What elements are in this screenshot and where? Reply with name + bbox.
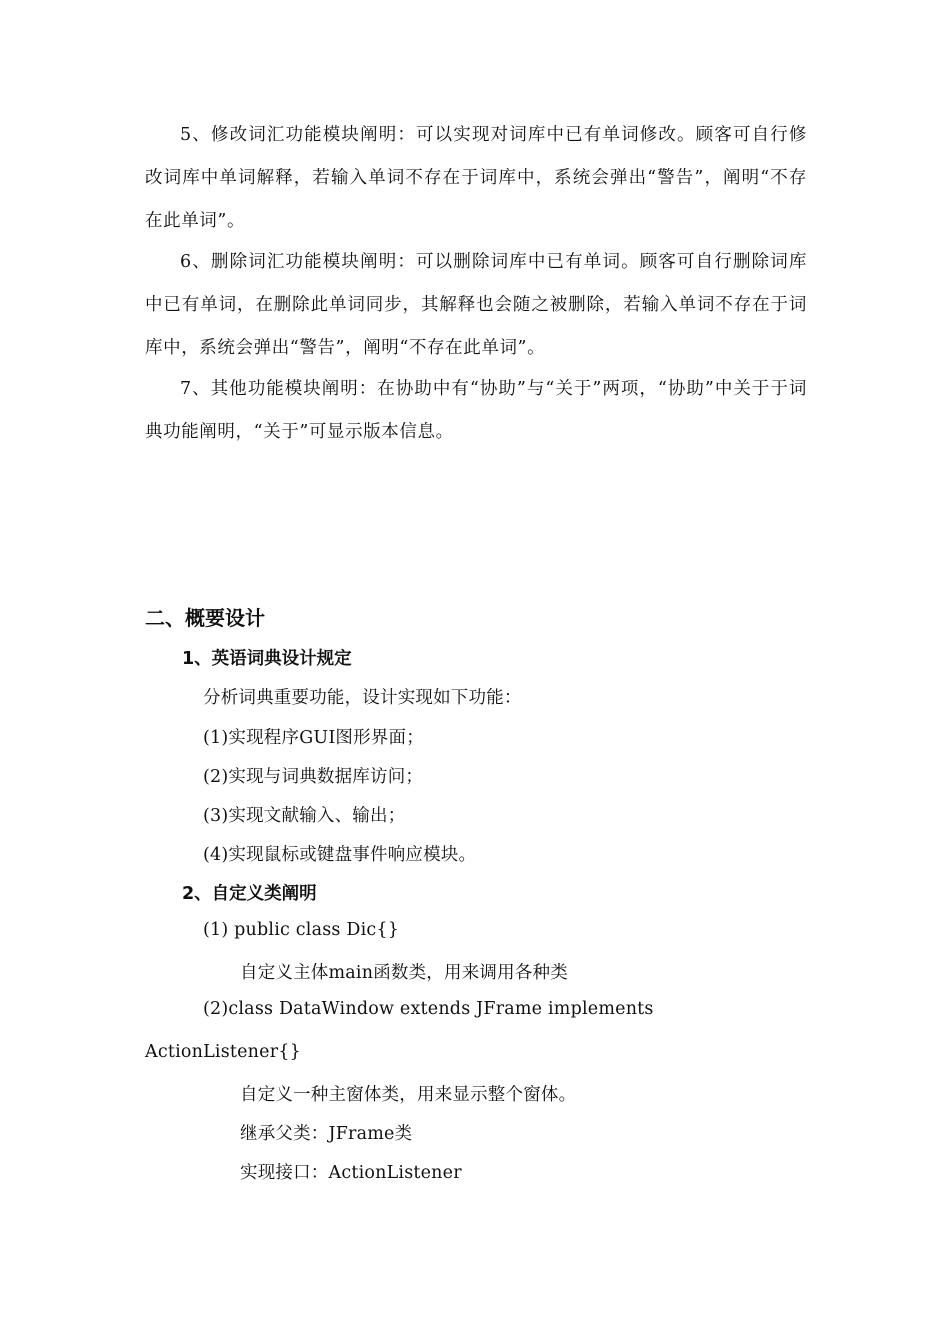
subsection-heading-dictionary-requirements: 1、英语词典设计规定	[182, 649, 352, 669]
class-description-dic: 自定义主体main函数类，用来调用各种类	[240, 963, 568, 983]
class-signature-datawindow-line1: (2)class DataWindow extends JFrame implements	[203, 999, 654, 1019]
class-interface-datawindow: 实现接口：ActionListener	[240, 1163, 462, 1183]
class-parent-datawindow: 继承父类：JFrame类	[240, 1124, 413, 1144]
requirement-item-4: (4)实现鼠标或键盘事件响应模块。	[203, 845, 477, 865]
section-heading-overview-design: 二、概要设计	[145, 606, 265, 630]
class-description-datawindow: 自定义一种主窗体类，用来显示整个窗体。	[240, 1085, 577, 1105]
requirement-item-3: (3)实现文献输入、输出；	[203, 806, 406, 826]
class-signature-dic: (1) public class Dic{}	[203, 920, 400, 940]
paragraph-modify-words: 5、修改词汇功能模块阐明：可以实现对词库中已有单词修改。顾客可自行修改词库中单词解释，若输入单词不存在于词库中，系统会弹出“警告”，阐明“不存在此单词”。	[145, 125, 807, 231]
requirement-item-2: (2)实现与词典数据库访问；	[203, 767, 424, 787]
paragraph-other-modules: 7、其他功能模块阐明：在协助中有“协助”与“关于”两项，“协助”中关于于词典功能阐明，“关于”可显示版本信息。	[145, 379, 807, 442]
requirement-item-1: (1)实现程序GUI图形界面；	[203, 728, 424, 748]
paragraph-delete-words: 6、删除词汇功能模块阐明：可以删除词库中已有单词。顾客可自行删除词库中已有单词，在删除此单词同步，其解释也会随之被删除，若输入单词不存在于词库中，系统会弹出“警告”，阐明“不存在此单词”。	[145, 252, 807, 358]
subsection-heading-custom-classes: 2、自定义类阐明	[182, 884, 317, 904]
requirements-intro: 分析词典重要功能，设计实现如下功能：	[203, 688, 522, 708]
class-signature-datawindow-line2: ActionListener{}	[145, 1042, 301, 1062]
